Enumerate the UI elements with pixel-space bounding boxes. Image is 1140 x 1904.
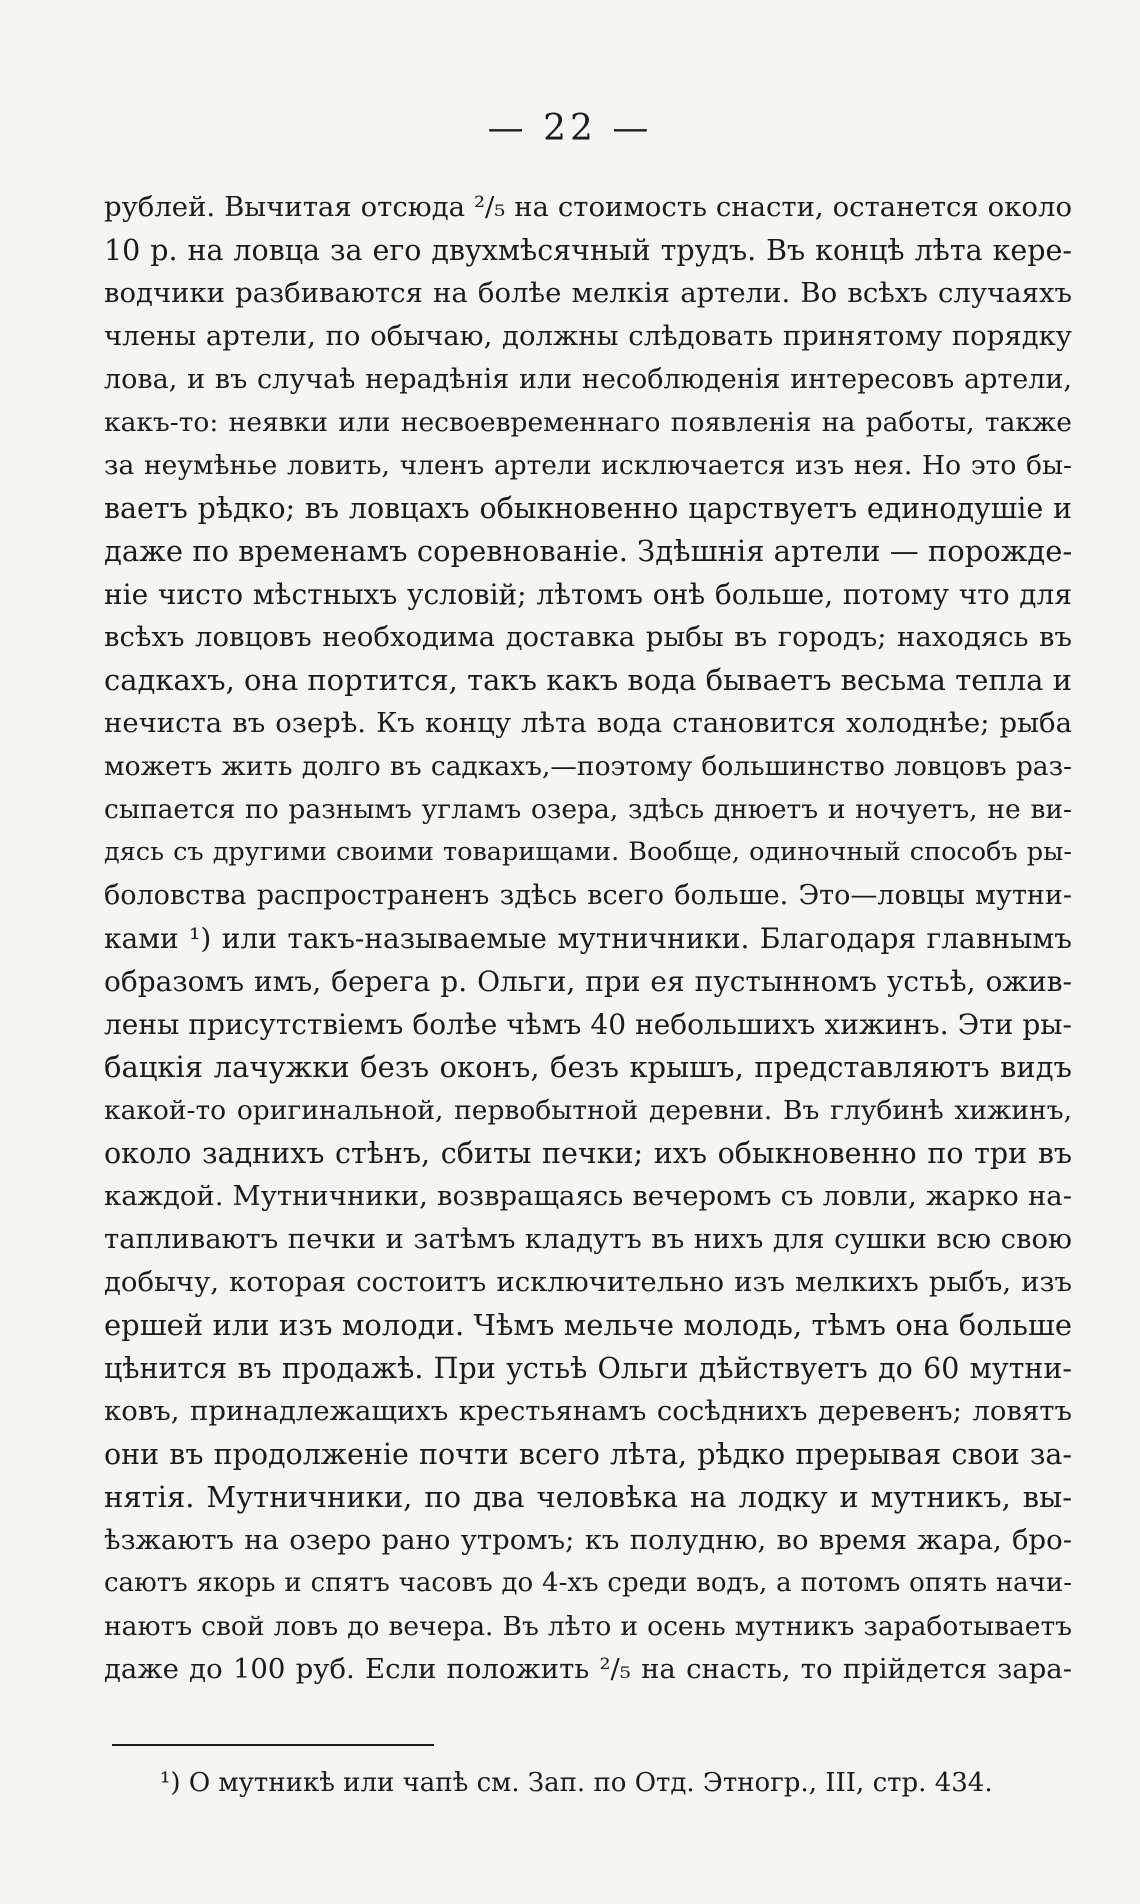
text-line: ковъ, принадлежащихъ крестьянамъ сосѣднихъ деревенъ; ловятъ xyxy=(104,1395,1072,1427)
text-line: водчики разбиваются на болѣе мелкія артели. Во всѣхъ случаяхъ xyxy=(104,277,1072,309)
footnote-divider xyxy=(112,1744,434,1746)
text-line: всѣхъ ловцовъ необходима доставка рыбы въ городъ; находясь въ xyxy=(104,621,1072,653)
body-text xyxy=(104,186,1072,1691)
text-line: дясь съ другими своими товарищами. Вообще, одиночный способъ ры- xyxy=(104,837,1072,867)
text-line: какъ-то: неявки или несвоевременнаго появленія на работы, также xyxy=(104,407,1072,438)
text-line: образомъ имъ, берега р. Ольги, при ея пустынномъ устьѣ, ожив- xyxy=(104,965,1072,998)
text-line: за неумѣнье ловить, членъ артели исключается изъ нея. Но это бы- xyxy=(104,450,1072,481)
text-line: нечиста въ озерѣ. Къ концу лѣта вода становится холоднѣе; рыба xyxy=(104,707,1072,739)
text-line: около заднихъ стѣнъ, сбиты печки; ихъ обыкновенно по три въ xyxy=(104,1137,1072,1170)
text-line: сыпается по разнымъ угламъ озера, здѣсь днюетъ и ночуетъ, не ви- xyxy=(104,794,1072,825)
text-line: члены артели, по обычаю, должны слѣдовать принятому порядку xyxy=(104,320,1072,352)
text-line: садкахъ, она портится, такъ какъ вода бываетъ весьма тепла и xyxy=(104,663,1072,697)
text-line: они въ продолженіе почти всего лѣта, рѣдко прерывая свои за- xyxy=(104,1438,1072,1471)
text-line: боловства распространенъ здѣсь всего больше. Это—ловцы мутни- xyxy=(104,880,1072,911)
text-line: 10 р. на ловца за его двухмѣсячный трудъ. Въ концѣ лѣта кере- xyxy=(104,234,1072,267)
text-line: цѣнится въ продажѣ. При устьѣ Ольги дѣйствуетъ до 60 мутни- xyxy=(104,1352,1072,1385)
text-line: ершей или изъ молоди. Чѣмъ мельче молодь, тѣмъ она больше xyxy=(104,1308,1072,1342)
text-line: лова, и въ случаѣ нерадѣнія или несоблюденія интересовъ артели, xyxy=(104,364,1072,395)
text-line: даже до 100 руб. Если положить ²/₅ на снасть, то прійдется зара- xyxy=(104,1653,1072,1685)
text-line: рублей. Вычитая отсюда ²/₅ на стоимость снасти, останется около xyxy=(104,191,1072,223)
text-line: даже по временамъ соревнованіе. Здѣшнія артели — порожде- xyxy=(104,534,1073,568)
text-line: наютъ свой ловъ до вечера. Въ лѣто и осень мутникъ заработываетъ xyxy=(104,1611,1072,1642)
text-line: ками ¹) или такъ-называемые мутничники. Благодаря главнымъ xyxy=(104,922,1072,955)
footnote: ¹) О мутникѣ или чапѣ см. Зап. по Отд. Этногр., III, стр. 434. xyxy=(160,1768,993,1798)
text-line: бацкія лачужки безъ оконъ, безъ крышъ, представляютъ видъ xyxy=(104,1050,1072,1084)
text-line: ѣзжаютъ на озеро рано утромъ; къ полудню, во время жара, бро- xyxy=(104,1524,1072,1556)
text-line: нятія. Мутничники, по два человѣка на лодку и мутникъ, вы- xyxy=(104,1480,1072,1514)
text-line: можетъ жить долго въ садкахъ,—поэтому большинство ловцовъ раз- xyxy=(104,751,1072,782)
text-line: добычу, которая состоитъ исключительно изъ мелкихъ рыбъ, изъ xyxy=(104,1266,1072,1298)
text-line: тапливаютъ печки и затѣмъ кладутъ въ нихъ для сушки всю свою xyxy=(104,1223,1072,1255)
text-line: лены присутствіемъ болѣе чѣмъ 40 небольшихъ хижинъ. Эти ры- xyxy=(104,1008,1072,1041)
text-line: ваетъ рѣдко; въ ловцахъ обыкновенно царствуетъ единодушіе и xyxy=(104,492,1072,525)
text-line: какой-то оригинальной, первобытной деревни. Въ глубинѣ хижинъ, xyxy=(104,1095,1072,1126)
text-line: ніе чисто мѣстныхъ условій; лѣтомъ онѣ больше, потому что для xyxy=(104,578,1072,611)
page-number: — 22 — xyxy=(487,108,653,149)
text-line: каждой. Мутничники, возвращаясь вечеромъ съ ловли, жарко на- xyxy=(104,1180,1072,1212)
text-line: саютъ якорь и спятъ часовъ до 4-хъ среди водъ, а потомъ опять начи- xyxy=(104,1568,1072,1598)
